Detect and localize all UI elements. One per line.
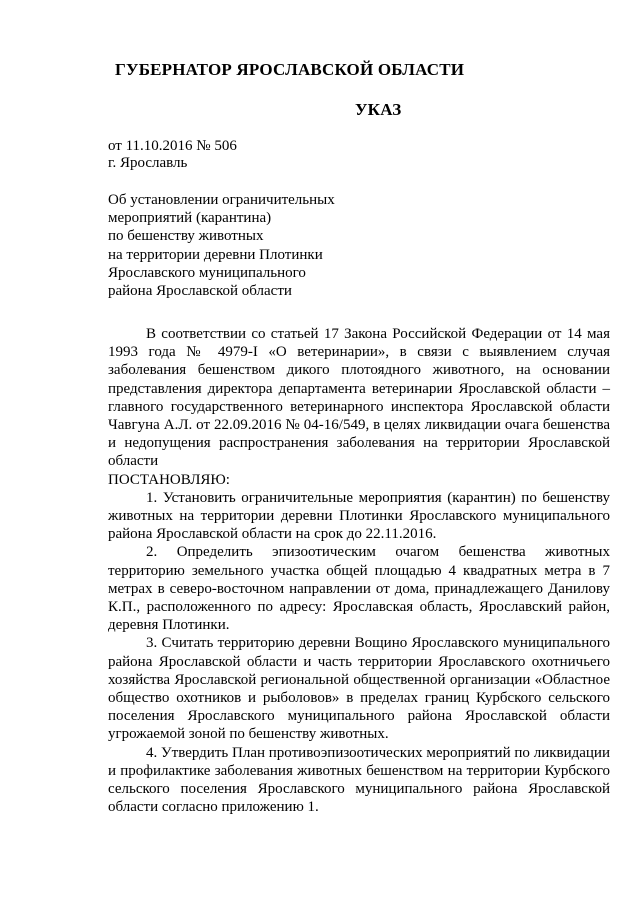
document-type-title: УКАЗ [355,100,402,119]
document-subject [108,191,335,300]
subject-line: Ярославского муниципального [108,264,306,281]
document-body [108,325,610,816]
document-meta [108,138,237,172]
subject-line: мероприятий (карантина) [108,210,272,227]
subject-line: на территории деревни Плотинки [108,246,323,263]
subject-line: по бешенству животных [108,228,264,245]
date-number: от 11.10.2016 № 506 [108,138,237,154]
clause-paragraph: 1. Установить ограничительные мероприятия (карантин) по бешенству животных на территории деревни Плотинки Ярославского муниципального района Ярославской области на срок до 22.11.2016. [108,489,610,543]
subject-line: Об установлении ограничительных [108,192,335,208]
resolve-heading: ПОСТАНОВЛЯЮ: [108,471,230,488]
city: г. Ярославль [108,155,188,171]
clause-paragraph: 2. Определить эпизоотическим очагом бешенства животных территорию земельного участка общей площадью 4 квадратных метра в 7 метрах в северо-восточном направлении от дома, принадлежащего Данилову К.П., расположенного по адресу: Ярославская область, Ярославский район, деревня Плотинки. [108,544,610,634]
preamble-paragraph: В соответствии со статьей 17 Закона Российской Федерации от 14 мая 1993 года № 4979-I «О ветеринарии», в связи с выявлением случая заболевания бешенством дикого плотоядного животного, на основании представления директора департамента ветеринарии Ярославской области – главного государственного ветеринарного инспектора Ярославской области Чавгуна А.Л. от 22.09.2016 № 04-16/549, в целях ликвидации очага бешенства и недопущения распространения заболевания на территории Ярославской области [108,326,610,470]
authority-title: ГУБЕРНАТОР ЯРОСЛАВСКОЙ ОБЛАСТИ [115,60,465,79]
clause-paragraph: 3. Считать территорию деревни Вощино Ярославского муниципального района Ярославской области и часть территории Ярославского охотничьего хозяйства Ярославской региональной общественной организации «Областное общество охотников и рыболовов» в пределах границ Курбского сельского поселения Ярославского муниципального района Ярославской области угрожаемой зоной по бешенству животных. [108,635,610,743]
subject-line: района Ярославской области [108,283,292,300]
clause-paragraph: 4. Утвердить План противоэпизоотических мероприятий по ликвидации и профилактике заболевания животных бешенством на территории Курбского сельского поселения Ярославского муниципального района Ярославской области согласно приложению 1. [108,744,610,816]
